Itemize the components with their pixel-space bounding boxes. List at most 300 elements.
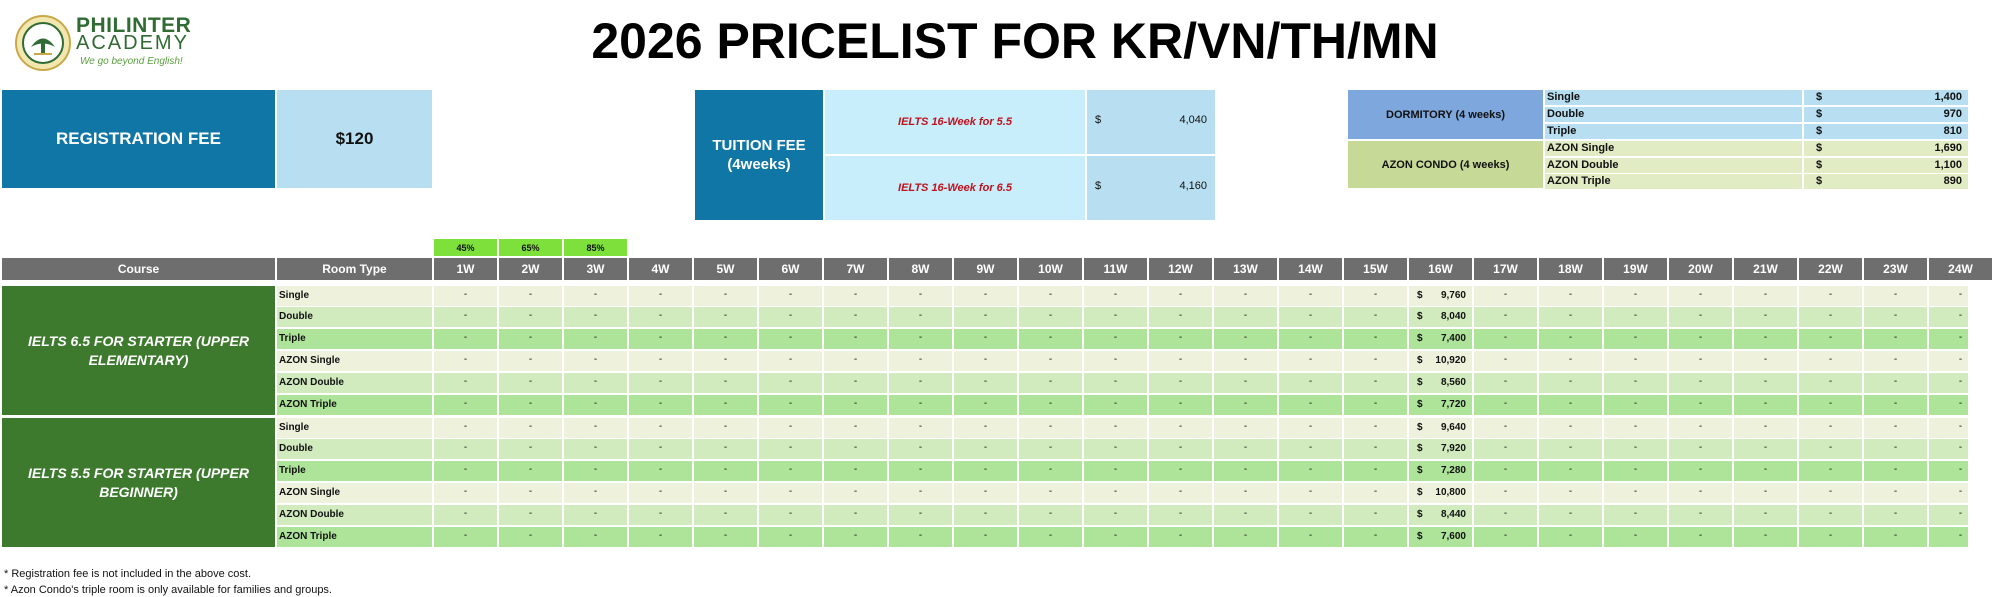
empty-price-cell: - xyxy=(723,354,728,365)
empty-price-cell: - xyxy=(1503,508,1508,519)
empty-price-cell: - xyxy=(1568,442,1573,453)
room-type: Triple xyxy=(1547,125,1577,137)
empty-price-cell: - xyxy=(1763,398,1768,409)
week-column-header: 1W xyxy=(434,258,497,280)
empty-price-cell: - xyxy=(1958,398,1963,409)
empty-price-cell: - xyxy=(1243,421,1248,432)
empty-price-cell: - xyxy=(918,442,923,453)
empty-price-cell: - xyxy=(1958,508,1963,519)
empty-price-cell: - xyxy=(723,332,728,343)
week-column-header: 22W xyxy=(1799,258,1862,280)
empty-price-cell: - xyxy=(1633,332,1638,343)
empty-price-cell: - xyxy=(918,421,923,432)
price-value: 4,040 xyxy=(1179,114,1207,126)
tuition-fee-label-line1: TUITION FEE xyxy=(712,137,806,154)
empty-price-cell: - xyxy=(1308,310,1313,321)
empty-price-cell: - xyxy=(1308,376,1313,387)
empty-price-cell: - xyxy=(723,486,728,497)
empty-price-cell: - xyxy=(1568,310,1573,321)
empty-price-cell: - xyxy=(1958,464,1963,475)
week-column-header: 4W xyxy=(629,258,692,280)
table-row xyxy=(277,351,1968,371)
room-type-cell: AZON Single xyxy=(279,355,341,366)
currency-symbol: $ xyxy=(1816,142,1823,154)
empty-price-cell: - xyxy=(983,421,988,432)
room-type-cell: Double xyxy=(279,443,313,454)
empty-price-cell: - xyxy=(983,354,988,365)
empty-price-cell: - xyxy=(788,464,793,475)
empty-price-cell: - xyxy=(593,421,598,432)
empty-price-cell: - xyxy=(1568,464,1573,475)
empty-price-cell: - xyxy=(1763,289,1768,300)
tuition-fee-label xyxy=(695,90,823,220)
empty-price-cell: - xyxy=(658,310,663,321)
empty-price-cell: - xyxy=(1828,486,1833,497)
empty-price-cell: - xyxy=(1503,464,1508,475)
empty-price-cell: - xyxy=(1178,508,1183,519)
discount-badge: 45% xyxy=(434,239,497,256)
empty-price-cell: - xyxy=(1178,442,1183,453)
empty-price-cell: - xyxy=(1958,530,1963,541)
empty-price-cell: - xyxy=(918,354,923,365)
empty-price-cell: - xyxy=(1113,354,1118,365)
empty-price-cell: - xyxy=(1048,354,1053,365)
empty-price-cell: - xyxy=(1698,332,1703,343)
empty-price-cell: - xyxy=(1178,398,1183,409)
tuition-course-name: IELTS 16-Week for 6.5 xyxy=(825,156,1085,220)
empty-price-cell: - xyxy=(1178,421,1183,432)
empty-price-cell: - xyxy=(528,332,533,343)
azon-rate-row xyxy=(1545,141,1968,156)
empty-price-cell: - xyxy=(1503,310,1508,321)
empty-price-cell: - xyxy=(1763,442,1768,453)
tuition-course-name: IELTS 16-Week for 5.5 xyxy=(825,90,1085,154)
week-column-header: 16W xyxy=(1409,258,1472,280)
empty-price-cell: - xyxy=(983,464,988,475)
empty-price-cell: - xyxy=(1308,332,1313,343)
empty-price-cell: - xyxy=(788,310,793,321)
room-type: AZON Double xyxy=(1547,159,1619,171)
empty-price-cell: - xyxy=(853,398,858,409)
week-column-header: 11W xyxy=(1084,258,1147,280)
currency-symbol: $ xyxy=(1417,422,1423,433)
empty-price-cell: - xyxy=(1828,310,1833,321)
room-type-cell: AZON Double xyxy=(279,509,344,520)
currency-symbol: $ xyxy=(1417,377,1423,388)
empty-price-cell: - xyxy=(1568,421,1573,432)
empty-price-cell: - xyxy=(983,398,988,409)
empty-price-cell: - xyxy=(1113,442,1118,453)
empty-price-cell: - xyxy=(1698,530,1703,541)
empty-price-cell: - xyxy=(723,289,728,300)
empty-price-cell: - xyxy=(853,530,858,541)
empty-price-cell: - xyxy=(1243,442,1248,453)
empty-price-cell: - xyxy=(788,376,793,387)
week-column-header: 2W xyxy=(499,258,562,280)
empty-price-cell: - xyxy=(983,332,988,343)
empty-price-cell: - xyxy=(1308,289,1313,300)
empty-price-cell: - xyxy=(658,442,663,453)
empty-price-cell: - xyxy=(593,442,598,453)
currency-symbol: $ xyxy=(1095,180,1102,192)
empty-price-cell: - xyxy=(1308,486,1313,497)
dormitory-rate-row xyxy=(1545,124,1968,139)
empty-price-cell: - xyxy=(463,289,468,300)
room-type-cell: AZON Triple xyxy=(279,531,337,542)
empty-price-cell: - xyxy=(1893,332,1898,343)
empty-price-cell: - xyxy=(1633,442,1638,453)
empty-price-cell: - xyxy=(723,442,728,453)
empty-price-cell: - xyxy=(658,508,663,519)
price-cell: 9,640 xyxy=(1440,422,1466,433)
week-column-header: 7W xyxy=(824,258,887,280)
price-cell: 10,800 xyxy=(1435,487,1466,498)
empty-price-cell: - xyxy=(723,310,728,321)
empty-price-cell: - xyxy=(1568,376,1573,387)
empty-price-cell: - xyxy=(983,530,988,541)
empty-price-cell: - xyxy=(1893,421,1898,432)
empty-price-cell: - xyxy=(1633,464,1638,475)
room-type: AZON Single xyxy=(1547,142,1615,154)
empty-price-cell: - xyxy=(1698,398,1703,409)
empty-price-cell: - xyxy=(1178,310,1183,321)
empty-price-cell: - xyxy=(1373,332,1378,343)
empty-price-cell: - xyxy=(1828,508,1833,519)
empty-price-cell: - xyxy=(918,289,923,300)
empty-price-cell: - xyxy=(1113,508,1118,519)
azon-rate-row xyxy=(1545,174,1968,189)
table-row xyxy=(277,307,1968,327)
empty-price-cell: - xyxy=(1373,464,1378,475)
empty-price-cell: - xyxy=(1503,289,1508,300)
empty-price-cell: - xyxy=(1503,486,1508,497)
empty-price-cell: - xyxy=(1373,421,1378,432)
empty-price-cell: - xyxy=(1243,354,1248,365)
empty-price-cell: - xyxy=(1568,486,1573,497)
empty-price-cell: - xyxy=(1048,486,1053,497)
empty-price-cell: - xyxy=(463,442,468,453)
empty-price-cell: - xyxy=(1113,332,1118,343)
price-cell: 7,720 xyxy=(1440,399,1466,410)
room-type: Single xyxy=(1547,91,1581,103)
room-type: Double xyxy=(1547,108,1585,120)
empty-price-cell: - xyxy=(1633,486,1638,497)
empty-price-cell: - xyxy=(983,508,988,519)
empty-price-cell: - xyxy=(918,310,923,321)
empty-price-cell: - xyxy=(463,530,468,541)
empty-price-cell: - xyxy=(658,421,663,432)
table-row xyxy=(277,483,1968,503)
empty-price-cell: - xyxy=(1698,508,1703,519)
empty-price-cell: - xyxy=(1048,464,1053,475)
week-column-header: 14W xyxy=(1279,258,1342,280)
empty-price-cell: - xyxy=(1113,398,1118,409)
empty-price-cell: - xyxy=(788,289,793,300)
empty-price-cell: - xyxy=(1763,530,1768,541)
week-column-header: 8W xyxy=(889,258,952,280)
empty-price-cell: - xyxy=(1048,376,1053,387)
empty-price-cell: - xyxy=(1373,398,1378,409)
empty-price-cell: - xyxy=(1763,310,1768,321)
empty-price-cell: - xyxy=(528,530,533,541)
week-column-header: 15W xyxy=(1344,258,1407,280)
empty-price-cell: - xyxy=(723,421,728,432)
empty-price-cell: - xyxy=(1698,464,1703,475)
empty-price-cell: - xyxy=(1698,310,1703,321)
empty-price-cell: - xyxy=(853,376,858,387)
currency-symbol: $ xyxy=(1417,290,1423,301)
empty-price-cell: - xyxy=(1373,442,1378,453)
empty-price-cell: - xyxy=(658,332,663,343)
empty-price-cell: - xyxy=(1113,464,1118,475)
empty-price-cell: - xyxy=(1893,354,1898,365)
empty-price-cell: - xyxy=(723,464,728,475)
empty-price-cell: - xyxy=(1828,421,1833,432)
empty-price-cell: - xyxy=(1243,508,1248,519)
week-column-header: 20W xyxy=(1669,258,1732,280)
empty-price-cell: - xyxy=(983,310,988,321)
price-cell: 8,440 xyxy=(1440,509,1466,520)
empty-price-cell: - xyxy=(593,464,598,475)
course-name-cell: IELTS 6.5 FOR STARTER (UPPER ELEMENTARY) xyxy=(2,286,275,415)
empty-price-cell: - xyxy=(1763,464,1768,475)
empty-price-cell: - xyxy=(1373,508,1378,519)
empty-price-cell: - xyxy=(1503,442,1508,453)
empty-price-cell: - xyxy=(463,332,468,343)
empty-price-cell: - xyxy=(1243,530,1248,541)
price-value: 1,400 xyxy=(1934,91,1962,103)
empty-price-cell: - xyxy=(1828,398,1833,409)
empty-price-cell: - xyxy=(1568,289,1573,300)
empty-price-cell: - xyxy=(1568,332,1573,343)
empty-price-cell: - xyxy=(1698,421,1703,432)
empty-price-cell: - xyxy=(1828,442,1833,453)
empty-price-cell: - xyxy=(1048,398,1053,409)
empty-price-cell: - xyxy=(1893,376,1898,387)
empty-price-cell: - xyxy=(723,398,728,409)
empty-price-cell: - xyxy=(983,486,988,497)
empty-price-cell: - xyxy=(463,486,468,497)
empty-price-cell: - xyxy=(1958,376,1963,387)
page-title: 2026 PRICELIST FOR KR/VN/TH/MN xyxy=(591,13,1439,69)
empty-price-cell: - xyxy=(528,376,533,387)
empty-price-cell: - xyxy=(1828,332,1833,343)
empty-price-cell: - xyxy=(528,398,533,409)
empty-price-cell: - xyxy=(1503,530,1508,541)
empty-price-cell: - xyxy=(1958,442,1963,453)
room-type-cell: Single xyxy=(279,422,310,433)
empty-price-cell: - xyxy=(1958,421,1963,432)
empty-price-cell: - xyxy=(1633,376,1638,387)
empty-price-cell: - xyxy=(1893,398,1898,409)
empty-price-cell: - xyxy=(1958,332,1963,343)
price-value: 1,100 xyxy=(1934,159,1962,171)
empty-price-cell: - xyxy=(1113,289,1118,300)
empty-price-cell: - xyxy=(1178,464,1183,475)
empty-price-cell: - xyxy=(788,398,793,409)
logo-tagline: We go beyond English! xyxy=(80,56,183,67)
empty-price-cell: - xyxy=(1568,354,1573,365)
empty-price-cell: - xyxy=(1178,376,1183,387)
dormitory-label: DORMITORY (4 weeks) xyxy=(1348,90,1543,139)
empty-price-cell: - xyxy=(1763,486,1768,497)
empty-price-cell: - xyxy=(1178,354,1183,365)
footnote: * Azon Condo's triple room is only available for families and groups. xyxy=(4,584,332,596)
empty-price-cell: - xyxy=(1893,464,1898,475)
azon-condo-label: AZON CONDO (4 weeks) xyxy=(1348,141,1543,188)
empty-price-cell: - xyxy=(853,508,858,519)
empty-price-cell: - xyxy=(658,376,663,387)
currency-symbol: $ xyxy=(1417,399,1423,410)
empty-price-cell: - xyxy=(983,376,988,387)
empty-price-cell: - xyxy=(1308,398,1313,409)
empty-price-cell: - xyxy=(918,332,923,343)
week-column-header: 5W xyxy=(694,258,757,280)
registration-fee-label: REGISTRATION FEE xyxy=(2,90,275,188)
empty-price-cell: - xyxy=(1828,376,1833,387)
course-column-header: Course xyxy=(2,258,275,280)
empty-price-cell: - xyxy=(593,332,598,343)
table-row xyxy=(277,418,1968,438)
empty-price-cell: - xyxy=(593,530,598,541)
empty-price-cell: - xyxy=(463,508,468,519)
price-cell: 9,760 xyxy=(1440,290,1466,301)
empty-price-cell: - xyxy=(593,508,598,519)
empty-price-cell: - xyxy=(1763,376,1768,387)
price-cell: 7,280 xyxy=(1440,465,1466,476)
empty-price-cell: - xyxy=(788,486,793,497)
empty-price-cell: - xyxy=(1568,530,1573,541)
empty-price-cell: - xyxy=(1178,530,1183,541)
empty-price-cell: - xyxy=(788,332,793,343)
empty-price-cell: - xyxy=(918,508,923,519)
empty-price-cell: - xyxy=(853,486,858,497)
empty-price-cell: - xyxy=(1893,310,1898,321)
empty-price-cell: - xyxy=(1503,398,1508,409)
dormitory-rate-row xyxy=(1545,107,1968,122)
empty-price-cell: - xyxy=(1958,289,1963,300)
empty-price-cell: - xyxy=(463,310,468,321)
empty-price-cell: - xyxy=(1243,486,1248,497)
empty-price-cell: - xyxy=(1763,354,1768,365)
empty-price-cell: - xyxy=(463,464,468,475)
empty-price-cell: - xyxy=(1698,376,1703,387)
empty-price-cell: - xyxy=(1958,486,1963,497)
empty-price-cell: - xyxy=(1698,289,1703,300)
discount-badge: 85% xyxy=(564,239,627,256)
empty-price-cell: - xyxy=(463,398,468,409)
currency-symbol: $ xyxy=(1417,333,1423,344)
price-value: 4,160 xyxy=(1179,180,1207,192)
empty-price-cell: - xyxy=(918,486,923,497)
empty-price-cell: - xyxy=(1633,354,1638,365)
empty-price-cell: - xyxy=(1113,421,1118,432)
empty-price-cell: - xyxy=(1048,442,1053,453)
empty-price-cell: - xyxy=(1243,398,1248,409)
empty-price-cell: - xyxy=(1048,289,1053,300)
week-column-header: 17W xyxy=(1474,258,1537,280)
empty-price-cell: - xyxy=(1373,376,1378,387)
empty-price-cell: - xyxy=(1763,421,1768,432)
empty-price-cell: - xyxy=(593,376,598,387)
week-column-header: 13W xyxy=(1214,258,1277,280)
empty-price-cell: - xyxy=(853,289,858,300)
footnote: * Registration fee is not included in the above cost. xyxy=(4,568,252,580)
empty-price-cell: - xyxy=(723,376,728,387)
room-type-column-header: Room Type xyxy=(277,258,432,280)
empty-price-cell: - xyxy=(723,508,728,519)
currency-symbol: $ xyxy=(1417,311,1423,322)
table-row xyxy=(277,286,1968,306)
empty-price-cell: - xyxy=(1958,310,1963,321)
empty-price-cell: - xyxy=(1698,486,1703,497)
empty-price-cell: - xyxy=(1243,376,1248,387)
empty-price-cell: - xyxy=(1308,442,1313,453)
empty-price-cell: - xyxy=(658,530,663,541)
empty-price-cell: - xyxy=(1828,464,1833,475)
currency-symbol: $ xyxy=(1417,509,1423,520)
empty-price-cell: - xyxy=(1503,332,1508,343)
empty-price-cell: - xyxy=(528,508,533,519)
empty-price-cell: - xyxy=(788,354,793,365)
empty-price-cell: - xyxy=(1893,530,1898,541)
empty-price-cell: - xyxy=(1893,289,1898,300)
empty-price-cell: - xyxy=(1048,421,1053,432)
week-column-header: 19W xyxy=(1604,258,1667,280)
currency-symbol: $ xyxy=(1816,91,1823,103)
week-column-header: 6W xyxy=(759,258,822,280)
logo-subtitle: ACADEMY xyxy=(76,32,189,54)
empty-price-cell: - xyxy=(1698,354,1703,365)
table-row xyxy=(277,527,1968,547)
tuition-fee-label-line2: (4weeks) xyxy=(727,156,791,173)
empty-price-cell: - xyxy=(1828,530,1833,541)
empty-price-cell: - xyxy=(1893,486,1898,497)
week-column-header: 3W xyxy=(564,258,627,280)
empty-price-cell: - xyxy=(1308,421,1313,432)
table-row xyxy=(277,329,1968,349)
price-value: 1,690 xyxy=(1934,142,1962,154)
empty-price-cell: - xyxy=(1243,310,1248,321)
empty-price-cell: - xyxy=(1048,310,1053,321)
empty-price-cell: - xyxy=(918,376,923,387)
tuition-course-price xyxy=(1087,156,1215,220)
empty-price-cell: - xyxy=(983,442,988,453)
currency-symbol: $ xyxy=(1417,465,1423,476)
empty-price-cell: - xyxy=(1633,508,1638,519)
price-cell: 7,920 xyxy=(1440,443,1466,454)
empty-price-cell: - xyxy=(788,421,793,432)
currency-symbol: $ xyxy=(1816,108,1823,120)
empty-price-cell: - xyxy=(1633,289,1638,300)
empty-price-cell: - xyxy=(528,354,533,365)
empty-price-cell: - xyxy=(1113,310,1118,321)
empty-price-cell: - xyxy=(1958,354,1963,365)
currency-symbol: $ xyxy=(1816,175,1823,187)
empty-price-cell: - xyxy=(1373,530,1378,541)
empty-price-cell: - xyxy=(1633,398,1638,409)
empty-price-cell: - xyxy=(593,354,598,365)
week-column-header: 10W xyxy=(1019,258,1082,280)
empty-price-cell: - xyxy=(1698,442,1703,453)
empty-price-cell: - xyxy=(1828,354,1833,365)
empty-price-cell: - xyxy=(528,289,533,300)
empty-price-cell: - xyxy=(853,332,858,343)
table-row xyxy=(277,461,1968,481)
empty-price-cell: - xyxy=(1828,289,1833,300)
currency-symbol: $ xyxy=(1417,443,1423,454)
currency-symbol: $ xyxy=(1816,125,1823,137)
